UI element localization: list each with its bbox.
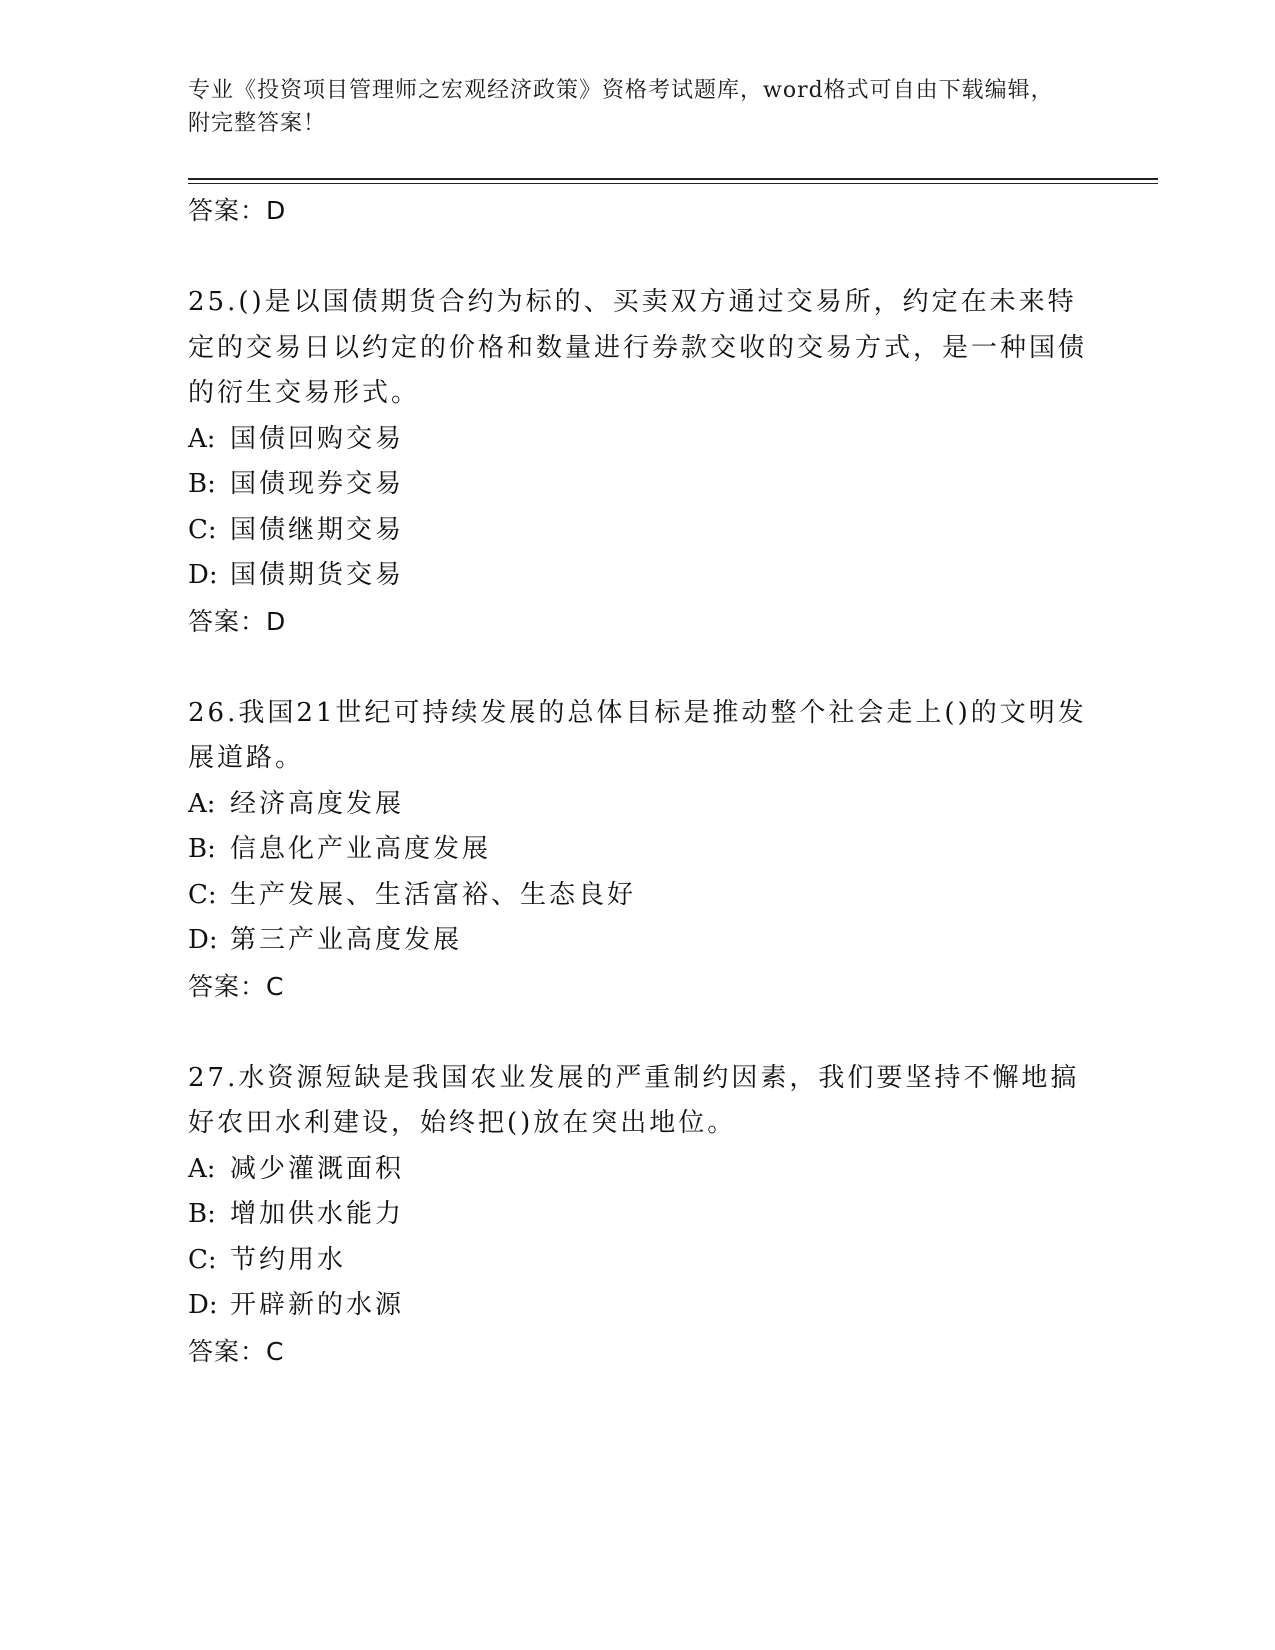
option-text: 减少灌溉面积	[230, 1153, 405, 1184]
question-27	[188, 1056, 1088, 1375]
answer-line: 答案：D	[188, 606, 287, 636]
option-c	[188, 873, 1088, 919]
option-c	[188, 508, 1088, 554]
question-25	[188, 280, 1088, 645]
page-header: 专业《投资项目管理师之宏观经济政策》资格考试题库，word格式可自由下载编辑，附完整答案！	[188, 78, 1054, 136]
option-text: 生产发展、生活富裕、生态良好	[230, 879, 637, 910]
option-text: 节约用水	[230, 1244, 347, 1275]
option-key: C:	[188, 1244, 217, 1275]
option-a	[188, 1147, 1088, 1193]
option-text: 开辟新的水源	[230, 1290, 405, 1320]
option-text: 国债现券交易	[230, 469, 405, 499]
option-key: D:	[188, 925, 218, 955]
option-d	[188, 1283, 1088, 1329]
option-key: C:	[188, 514, 217, 545]
option-key: D:	[188, 560, 218, 590]
option-key: B:	[188, 1199, 216, 1229]
question-26	[188, 691, 1088, 1010]
spacer	[188, 1010, 1088, 1056]
option-text: 国债回购交易	[230, 423, 405, 454]
question-stem: 27.水资源短缺是我国农业发展的严重制约因素，我们要坚持不懈地搞好农田水利建设，始终把()放在突出地位。	[188, 1062, 1080, 1138]
option-text: 国债期货交易	[230, 560, 405, 590]
question-stem: 25.()是以国债期货合约为标的、买卖双方通过交易所，约定在未来特定的交易日以约定的价格和数量进行券款交收的交易方式，是一种国债的衍生交易形式。	[188, 287, 1088, 408]
option-text: 第三产业高度发展	[230, 925, 463, 955]
option-d	[188, 918, 1088, 964]
header-divider-thin	[188, 183, 1158, 184]
option-d	[188, 553, 1088, 599]
option-b	[188, 462, 1088, 508]
option-key: A:	[188, 1153, 216, 1184]
option-key: D:	[188, 1290, 218, 1320]
header-divider	[188, 178, 1158, 180]
option-key: A:	[188, 788, 216, 819]
answer-line: 答案：C	[188, 1336, 285, 1366]
option-a	[188, 782, 1088, 828]
option-b	[188, 827, 1088, 873]
question-list	[188, 188, 1088, 1375]
option-key: B:	[188, 834, 216, 864]
question-stem: 26.我国21世纪可持续发展的总体目标是推动整个社会走上()的文明发展道路。	[188, 697, 1087, 773]
option-a	[188, 417, 1088, 463]
option-key: C:	[188, 879, 217, 910]
answer-line: 答案：C	[188, 971, 285, 1001]
option-key: B:	[188, 469, 216, 499]
option-key: A:	[188, 423, 216, 454]
previous-answer: 答案：D	[188, 196, 287, 225]
option-text: 增加供水能力	[230, 1199, 405, 1229]
spacer	[188, 234, 1088, 280]
option-text: 信息化产业高度发展	[230, 834, 492, 864]
option-text: 经济高度发展	[230, 788, 405, 819]
option-b	[188, 1192, 1088, 1238]
option-text: 国债继期交易	[230, 514, 405, 545]
option-c	[188, 1238, 1088, 1284]
spacer	[188, 645, 1088, 691]
